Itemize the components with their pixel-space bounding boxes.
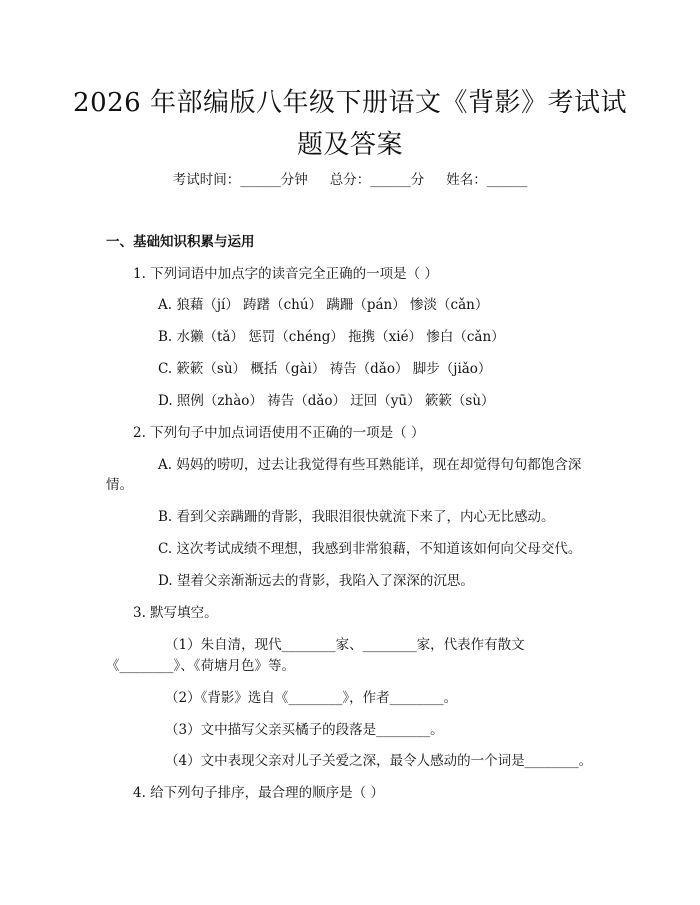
- question-2-option-c: C. 这次考试成绩不理想，我感到非常狼藉，不知道该如何向父母交代。: [158, 541, 582, 557]
- question-2-option-a: A. 妈妈的唠叨，过去让我觉得有些耳熟能详，现在却觉得句句都饱含深: [158, 457, 582, 473]
- question-3-item-1: （1）朱自清，现代________家、________家，代表作有散文: [165, 637, 525, 653]
- page-title: 2026 年部编版八年级下册语文《背影》考试试题及答案: [73, 88, 627, 160]
- question-3-item-1-continued: 《________》、《荷塘月色》等。: [106, 658, 295, 674]
- total-score-field: 总分：______分: [329, 172, 425, 188]
- exam-time-field: 考试时间：______分钟: [172, 172, 308, 188]
- question-3-stem: 3. 默写填空。: [133, 605, 218, 621]
- name-field: 姓名：______: [446, 172, 528, 188]
- question-4-stem: 4. 给下列句子排序，最合理的顺序是（ ）: [133, 785, 384, 801]
- question-1-option-c: C. 簌簌（sù） 概括（gài） 祷告（dǎo） 脚步（jiǎo）: [158, 361, 492, 377]
- question-1-stem: 1. 下列词语中加点字的读音完全正确的一项是（ ）: [133, 266, 438, 282]
- question-3-item-3: （3）文中描写父亲买橘子的段落是________。: [165, 722, 444, 738]
- question-2-option-b: B. 看到父亲蹒跚的背影，我眼泪很快就流下来了，内心无比感动。: [158, 509, 555, 525]
- question-1-option-d: D. 照例（zhào） 祷告（dǎo） 迂回（yū） 簌簌（sù）: [158, 393, 495, 409]
- question-2-option-a-continued: 情。: [106, 477, 133, 493]
- section-heading: 一、基础知识积累与运用: [106, 234, 255, 250]
- question-1-option-a: A. 狼藉（jí） 踌躇（chú） 蹒跚（pán） 惨淡（cǎn）: [158, 297, 489, 313]
- exam-meta: [0, 168, 700, 188]
- question-3-item-4: （4）文中表现父亲对儿子关爱之深，最令人感动的一个词是________。: [165, 753, 593, 769]
- question-2-stem: 2. 下列句子中加点词语使用不正确的一项是（ ）: [133, 425, 425, 441]
- question-3-item-2: （2）《背影》选自《________》，作者________。: [165, 690, 458, 706]
- question-2-option-d: D. 望着父亲渐渐远去的背影，我陷入了深深的沉思。: [158, 573, 474, 589]
- question-1-option-b: B. 水獭（tǎ） 惩罚（chéng） 拖携（xié） 惨白（cǎn）: [158, 329, 505, 345]
